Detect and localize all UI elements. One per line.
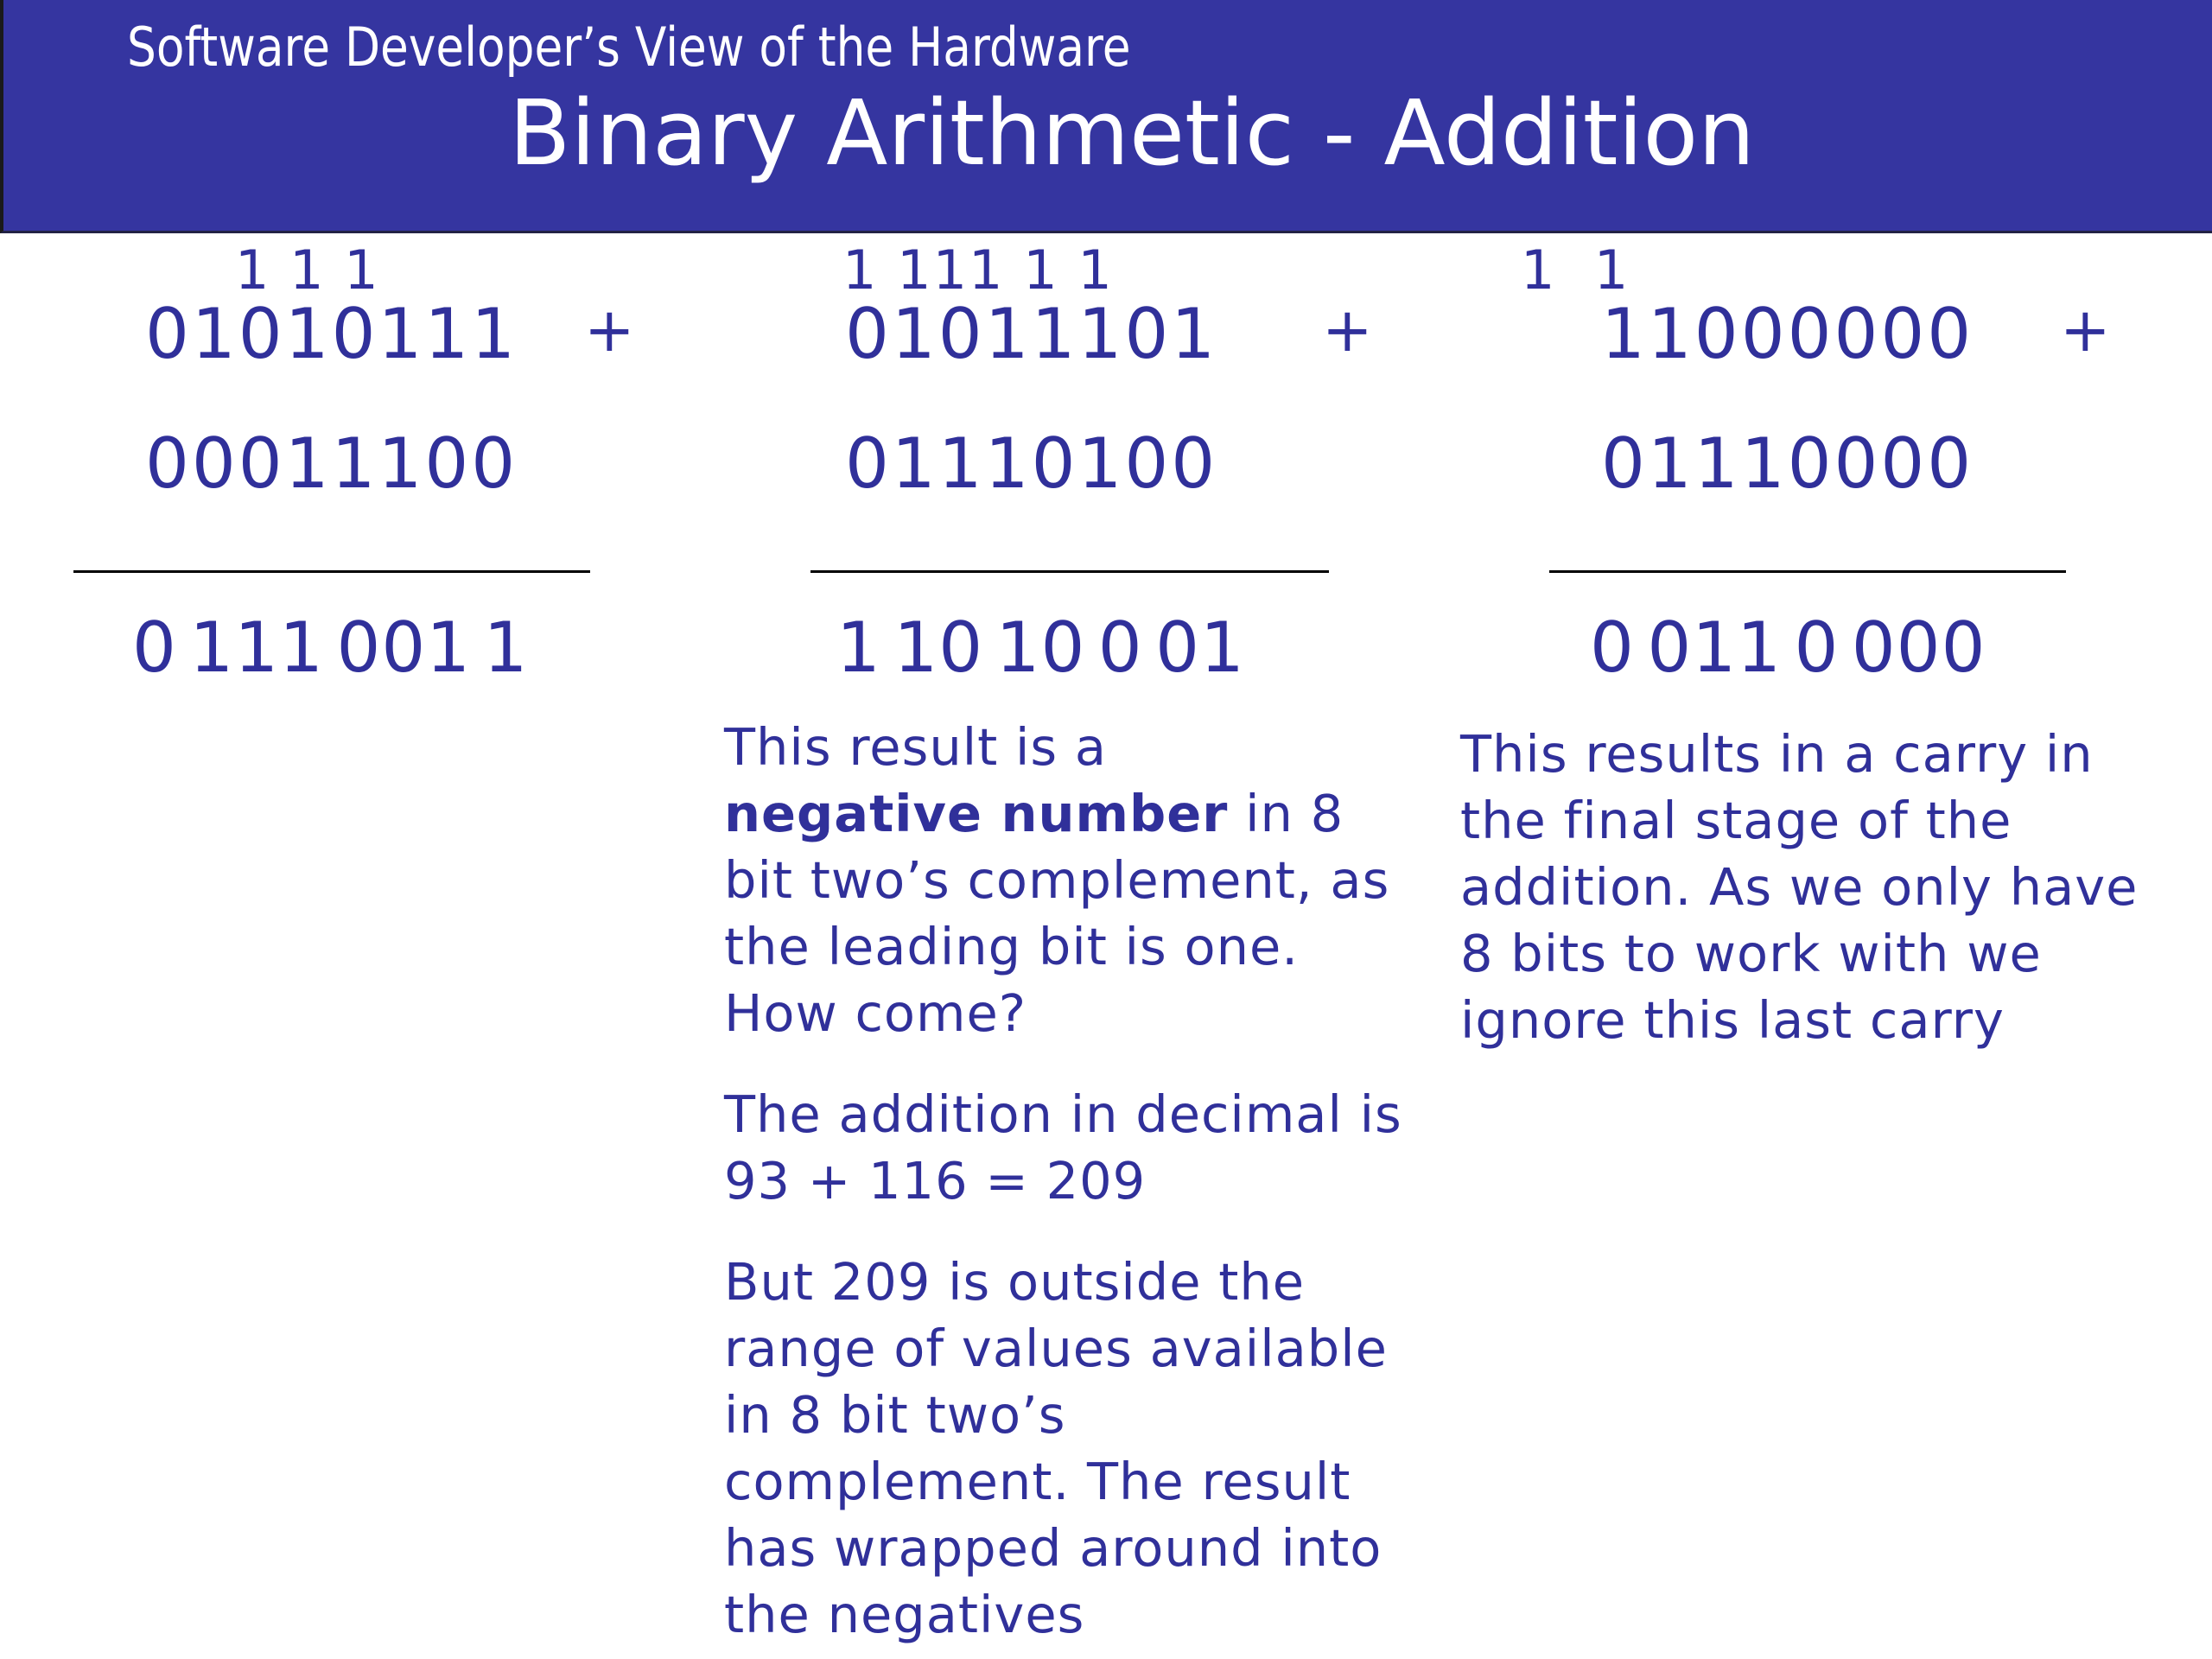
slide-header <box>0 0 2212 233</box>
slide-title: Binary Arithmetic - Addition <box>509 80 1755 186</box>
sum-rule <box>810 570 1329 573</box>
sum-rule <box>73 570 590 573</box>
carry-explanation <box>1460 721 2152 1053</box>
note-paragraph: This results in a carry in the final stage of the addition. As we only have 8 bits to work with we ignore this last carry <box>1460 724 2139 1050</box>
note-paragraph: But 209 is outside the range of values available in 8 bit two’s complement. The result has wrapped around into the negatives <box>724 1252 1388 1644</box>
operand-1: 01010111 <box>145 294 518 374</box>
sum-result: 0 011 0 000 <box>1590 607 1986 688</box>
emphasis-negative-number: negative number <box>724 784 1229 843</box>
plus-sign: + <box>1322 295 1373 365</box>
note-paragraph: The addition in decimal is 93 + 116 = 209 <box>724 1084 1402 1211</box>
plus-sign: + <box>2060 295 2111 365</box>
sum-rule <box>1549 570 2066 573</box>
slide-subtitle: Software Developer’s View of the Hardware <box>127 16 1131 79</box>
operand-2: 01110100 <box>845 423 1218 504</box>
negative-result-explanation <box>724 714 1426 1648</box>
carry-bits: 1 1 <box>1521 238 1630 302</box>
operand-2: 00011100 <box>145 423 518 504</box>
sum-result: 0 111 001 1 <box>132 607 529 688</box>
note-paragraph: This result is a negative number in 8 bit two’s complement, as the leading bit is one. How come? <box>724 717 1390 1043</box>
operand-2: 01110000 <box>1601 423 1974 504</box>
carry-bits: 1 111 1 1 <box>842 238 1114 302</box>
operand-1: 11000000 <box>1601 294 1974 374</box>
carry-bits: 1 1 1 <box>235 238 380 302</box>
plus-sign: + <box>584 295 635 365</box>
operand-1: 01011101 <box>845 294 1218 374</box>
sum-result: 1 10 10 0 01 <box>836 607 1245 688</box>
